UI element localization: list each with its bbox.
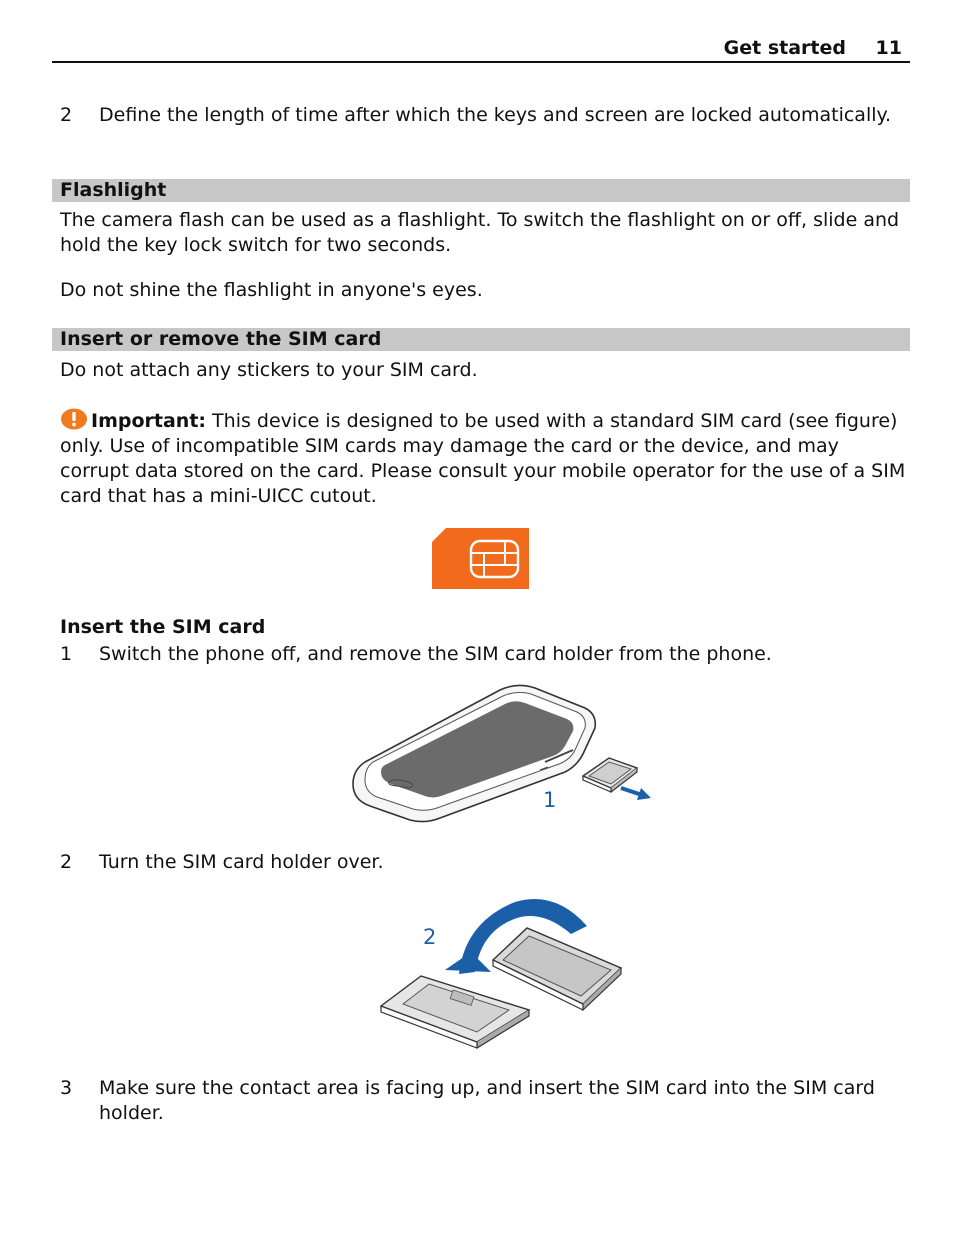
insert-sim-heading: Insert the SIM card xyxy=(60,616,266,638)
warning-icon xyxy=(60,408,88,430)
page-number: 11 xyxy=(875,37,902,59)
step-text: Switch the phone off, and remove the SIM card holder from the phone. xyxy=(99,643,772,665)
sim-card-figure xyxy=(432,528,530,594)
important-text: This device is designed to be used with a standard SIM card (see figure) only. Use of incompatible SIM cards may damage the card or the device, and may corrupt data stored on the card. Please consult your mobile operator for the use of a SIM card that has a mini-UICC cutout. xyxy=(60,410,906,507)
step-number: 2 xyxy=(60,104,73,126)
step-number: 2 xyxy=(60,851,73,873)
important-label: Important: xyxy=(91,410,207,432)
header-rule xyxy=(52,61,910,63)
figure-label-1: 1 xyxy=(543,788,557,812)
figure-label-2: 2 xyxy=(423,925,437,949)
flashlight-paragraph: The camera flash can be used as a flashlight. To switch the flashlight on or off, slide and hold the key lock switch for two seconds. xyxy=(60,209,900,256)
section-header-title: Get started xyxy=(723,37,846,59)
phone-remove-holder-figure xyxy=(345,682,665,831)
sim-stickers-paragraph: Do not attach any stickers to your SIM card. xyxy=(60,359,478,381)
important-note xyxy=(60,408,910,509)
flashlight-warning-paragraph: Do not shine the flashlight in anyone's eyes. xyxy=(60,279,483,301)
holder-flip-figure xyxy=(375,892,630,1056)
step-number: 1 xyxy=(60,643,73,665)
section-title-flashlight: Flashlight xyxy=(60,179,167,201)
section-title-sim: Insert or remove the SIM card xyxy=(60,328,382,350)
step-text: Turn the SIM card holder over. xyxy=(99,851,384,873)
step-number: 3 xyxy=(60,1077,73,1099)
step-text: Make sure the contact area is facing up, and insert the SIM card into the SIM card holder. xyxy=(99,1077,875,1124)
section-bar-flashlight xyxy=(52,179,910,202)
step-text: Define the length of time after which the keys and screen are locked automatically. xyxy=(99,104,892,126)
